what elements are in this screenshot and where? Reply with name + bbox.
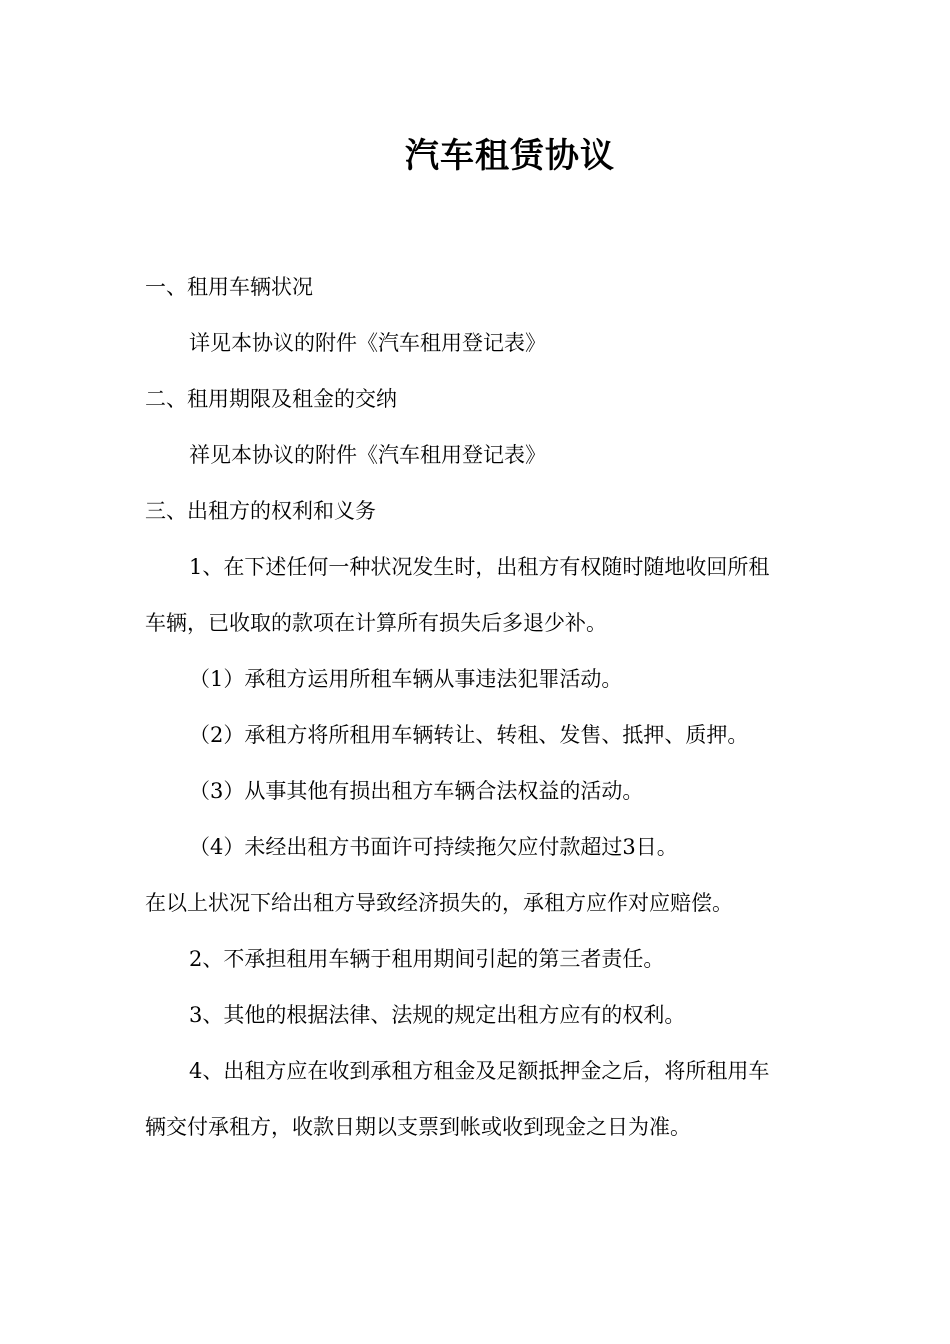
list-item: （4）未经出租方书面许可持续拖欠应付款超过3日。 [189,835,678,859]
document-body [145,265,811,1161]
paragraph: 2、不承担租用车辆于租用期间引起的第三者责任。 [189,947,665,971]
paragraph: 详见本协议的附件《汽车租用登记表》 [189,331,546,355]
paragraph: 4、出租方应在收到承租方租金及足额抵押金之后，将所租用车 [189,1059,770,1083]
section-heading-3: 三、出租方的权利和义务 [145,499,376,523]
paragraph-continuation: 辆交付承租方，收款日期以支票到帐或收到现金之日为准。 [145,1115,691,1139]
paragraph: 3、其他的根据法律、法规的规定出租方应有的权利。 [189,1003,686,1027]
section-heading-1: 一、租用车辆状况 [145,275,313,299]
paragraph: 祥见本协议的附件《汽车租用登记表》 [189,443,546,467]
section-heading-2: 二、租用期限及租金的交纳 [145,387,397,411]
paragraph-continuation: 车辆，已收取的款项在计算所有损失后多退少补。 [145,611,607,635]
list-item: （1）承租方运用所租车辆从事违法犯罪活动。 [189,667,623,691]
list-item: （3）从事其他有损出租方车辆合法权益的活动。 [189,779,644,803]
paragraph: 1、在下述任何一种状况发生时，出租方有权随时随地收回所租 [189,555,770,579]
document-title: 汽车租赁协议 [405,136,615,176]
paragraph: 在以上状况下给出租方导致经济损失的，承租方应作对应赔偿。 [145,891,733,915]
list-item: （2）承租方将所租用车辆转让、转租、发售、抵押、质押。 [189,723,749,747]
